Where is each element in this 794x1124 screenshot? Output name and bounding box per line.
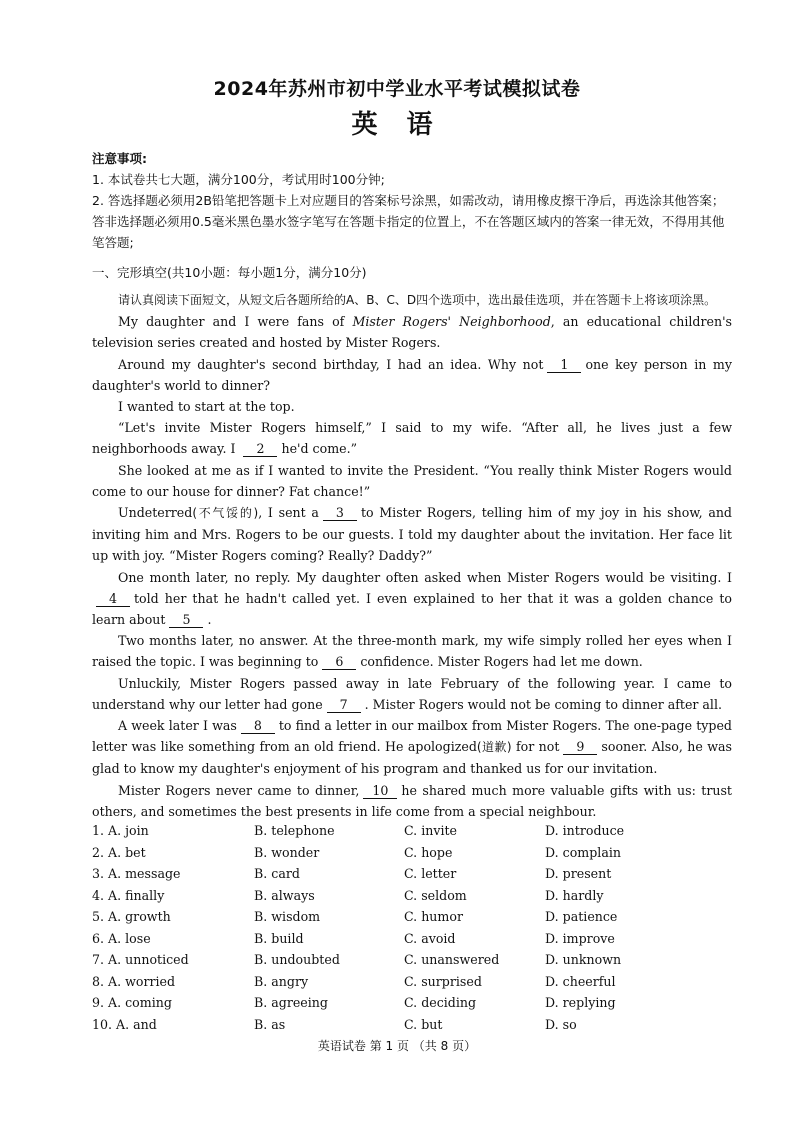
option-c: C. invite xyxy=(404,823,457,839)
option-d: D. so xyxy=(545,1016,577,1032)
paragraph-4 xyxy=(92,417,732,459)
text: Around my daughter's second birthday, I had an idea. Why not xyxy=(118,356,544,372)
paragraph-3: I wanted to start at the top. xyxy=(118,399,295,415)
notice-heading: 注意事项: xyxy=(92,151,147,166)
text: Undeterred xyxy=(118,505,193,521)
paragraph-7 xyxy=(92,567,732,631)
answer-options xyxy=(92,820,732,1035)
option-d: D. introduce xyxy=(545,823,625,839)
option-a: 8. A. worried xyxy=(92,973,176,989)
subject-title: 英 语 xyxy=(351,110,443,140)
option-a: 4. A. finally xyxy=(92,887,165,903)
option-a: 7. A. unnoticed xyxy=(92,952,189,968)
blank-4: 4 xyxy=(96,592,130,607)
blank-5: 5 xyxy=(169,613,203,628)
text: for not xyxy=(515,739,560,755)
option-a: 3. A. message xyxy=(92,866,181,882)
option-row-8 xyxy=(92,971,732,993)
option-d: D. unknown xyxy=(545,952,622,968)
text: , I sent a xyxy=(258,505,319,521)
text: One month later, no reply. My daughter often asked when Mister Rogers would be visiting. I xyxy=(118,569,732,585)
paragraph-8 xyxy=(92,630,732,672)
blank-9: 9 xyxy=(563,740,597,755)
option-d: D. complain xyxy=(545,844,621,860)
text: one key person in my daughter's world to dinner? xyxy=(92,356,732,393)
text: confidence. Mister Rogers had let me down. xyxy=(360,654,643,670)
page-footer: 英语试卷 第 1 页 （共 8 页） xyxy=(317,1039,477,1053)
paragraph-2 xyxy=(92,354,732,396)
blank-8: 8 xyxy=(241,719,275,734)
option-c: C. humor xyxy=(404,909,463,925)
section-heading: 一、完形填空(共10小题：每小题1分，满分10分) xyxy=(92,265,367,280)
blank-2: 2 xyxy=(243,442,277,457)
option-row-10 xyxy=(92,1014,732,1036)
text: to Mister Rogers, telling him of my joy in his show, and inviting him and Mrs. Rogers to be our guests. I told my daughter about the invitation. Her face lit up with joy. “Mister Rogers coming? Really? Daddy?” xyxy=(92,505,732,564)
option-row-4 xyxy=(92,885,732,907)
option-row-5 xyxy=(92,906,732,928)
option-b: B. wisdom xyxy=(254,909,321,925)
text: Two months later, no answer. At the three-month mark, my wife simply rolled her eyes when I raised the topic. I was beginning to xyxy=(92,633,732,670)
option-b: B. as xyxy=(254,1016,286,1032)
text: A week later I was xyxy=(118,718,237,734)
option-c: C. seldom xyxy=(404,887,467,903)
blank-1: 1 xyxy=(547,358,581,373)
text: to find a letter in our mailbox from Mister Rogers. The one-page typed letter was like something from an old friend. He apologized xyxy=(92,718,732,755)
text: , an educational children's television series created and hosted by Mister Rogers. xyxy=(92,314,732,351)
option-d: D. improve xyxy=(545,930,615,946)
option-row-9 xyxy=(92,992,732,1014)
text: Unluckily, Mister Rogers passed away in late February of the following year. I came to understand why our letter had gone xyxy=(92,675,732,712)
option-d: D. cheerful xyxy=(545,973,616,989)
option-c: C. unanswered xyxy=(404,952,500,968)
notice-item-2: 2. 答选择题必须用2B铅笔把答题卡上对应题目的答案标号涂黑，如需改动，请用橡皮擦干净后，再选涂其他答案；答非选择题必须用0.5毫米黑色墨水签字笔写在答题卡指定的位置上，不在答题区域内的答案一律无效，不得用其他笔答题; xyxy=(92,193,725,250)
blank-3: 3 xyxy=(323,506,357,521)
option-c: C. letter xyxy=(404,866,457,882)
paragraph-11 xyxy=(92,780,732,822)
option-c: C. surprised xyxy=(404,973,482,989)
option-b: B. undoubted xyxy=(254,952,340,968)
option-c: C. but xyxy=(404,1016,443,1032)
option-c: C. avoid xyxy=(404,930,456,946)
paragraph-10 xyxy=(92,715,732,780)
notice-block xyxy=(92,148,732,253)
option-c: C. deciding xyxy=(404,995,477,1011)
chinese-gloss: (不气馁的) xyxy=(192,506,259,521)
option-b: B. angry xyxy=(254,973,309,989)
option-a: 6. A. lose xyxy=(92,930,151,946)
text: My daughter and I were fans of xyxy=(118,314,353,330)
option-b: B. wonder xyxy=(254,844,320,860)
option-a: 1. A. join xyxy=(92,823,149,839)
text: “Let's invite Mister Rogers himself,” I said to my wife. “After all, he lives just a few neighborhoods away. I xyxy=(92,420,732,457)
option-row-2 xyxy=(92,842,732,864)
option-a: 2. A. bet xyxy=(92,844,146,860)
paragraph-9 xyxy=(92,673,732,715)
notice-item-1: 1. 本试卷共七大题，满分100分，考试用时100分钟; xyxy=(92,172,385,187)
text: Mister Rogers never came to dinner, xyxy=(118,782,360,798)
exam-title: 2024年苏州市初中学业水平考试模拟试卷 xyxy=(213,78,581,100)
option-a: 5. A. growth xyxy=(92,909,171,925)
option-a: 9. A. coming xyxy=(92,995,172,1011)
option-d: D. replying xyxy=(545,995,616,1011)
option-d: D. hardly xyxy=(545,887,604,903)
show-title: Mister Rogers' Neighborhood xyxy=(352,314,551,330)
option-b: B. telephone xyxy=(254,823,335,839)
option-row-3 xyxy=(92,863,732,885)
text: . Mister Rogers would not be coming to dinner after all. xyxy=(364,696,722,712)
blank-6: 6 xyxy=(322,655,356,670)
cloze-passage xyxy=(92,290,732,822)
option-d: D. present xyxy=(545,866,612,882)
option-d: D. patience xyxy=(545,909,618,925)
text: sooner. Also, he was glad to know my daughter's enjoyment of his program and thanked us for our invitation. xyxy=(92,739,732,777)
paragraph-1 xyxy=(92,311,732,353)
text: told her that he hadn't called yet. I even explained to her that it was a golden chance to learn about xyxy=(92,590,732,628)
chinese-gloss: (道歉) xyxy=(476,740,512,755)
option-b: B. card xyxy=(254,866,300,882)
option-b: B. agreeing xyxy=(254,995,328,1011)
paragraph-6 xyxy=(92,502,732,567)
option-row-7 xyxy=(92,949,732,971)
text: he shared much more valuable gifts with us: trust others, and sometimes the best presents in life come from a special neighbour. xyxy=(92,782,732,819)
blank-7: 7 xyxy=(327,698,361,713)
paragraph-5: She looked at me as if I wanted to invite the President. “You really think Mister Rogers would come to our house for dinner? Fat chance!” xyxy=(92,462,732,499)
option-row-1 xyxy=(92,820,732,842)
blank-10: 10 xyxy=(363,784,397,799)
text: he'd come.” xyxy=(281,441,358,457)
option-b: B. build xyxy=(254,930,304,946)
text: . xyxy=(207,612,212,628)
option-row-6 xyxy=(92,928,732,950)
option-c: C. hope xyxy=(404,844,453,860)
option-b: B. always xyxy=(254,887,315,903)
section-instruction: 请认真阅读下面短文，从短文后各题所给的A、B、C、D四个选项中，选出最佳选项，并在答题卡上将该项涂黑。 xyxy=(118,293,717,307)
option-a: 10. A. and xyxy=(92,1016,157,1032)
